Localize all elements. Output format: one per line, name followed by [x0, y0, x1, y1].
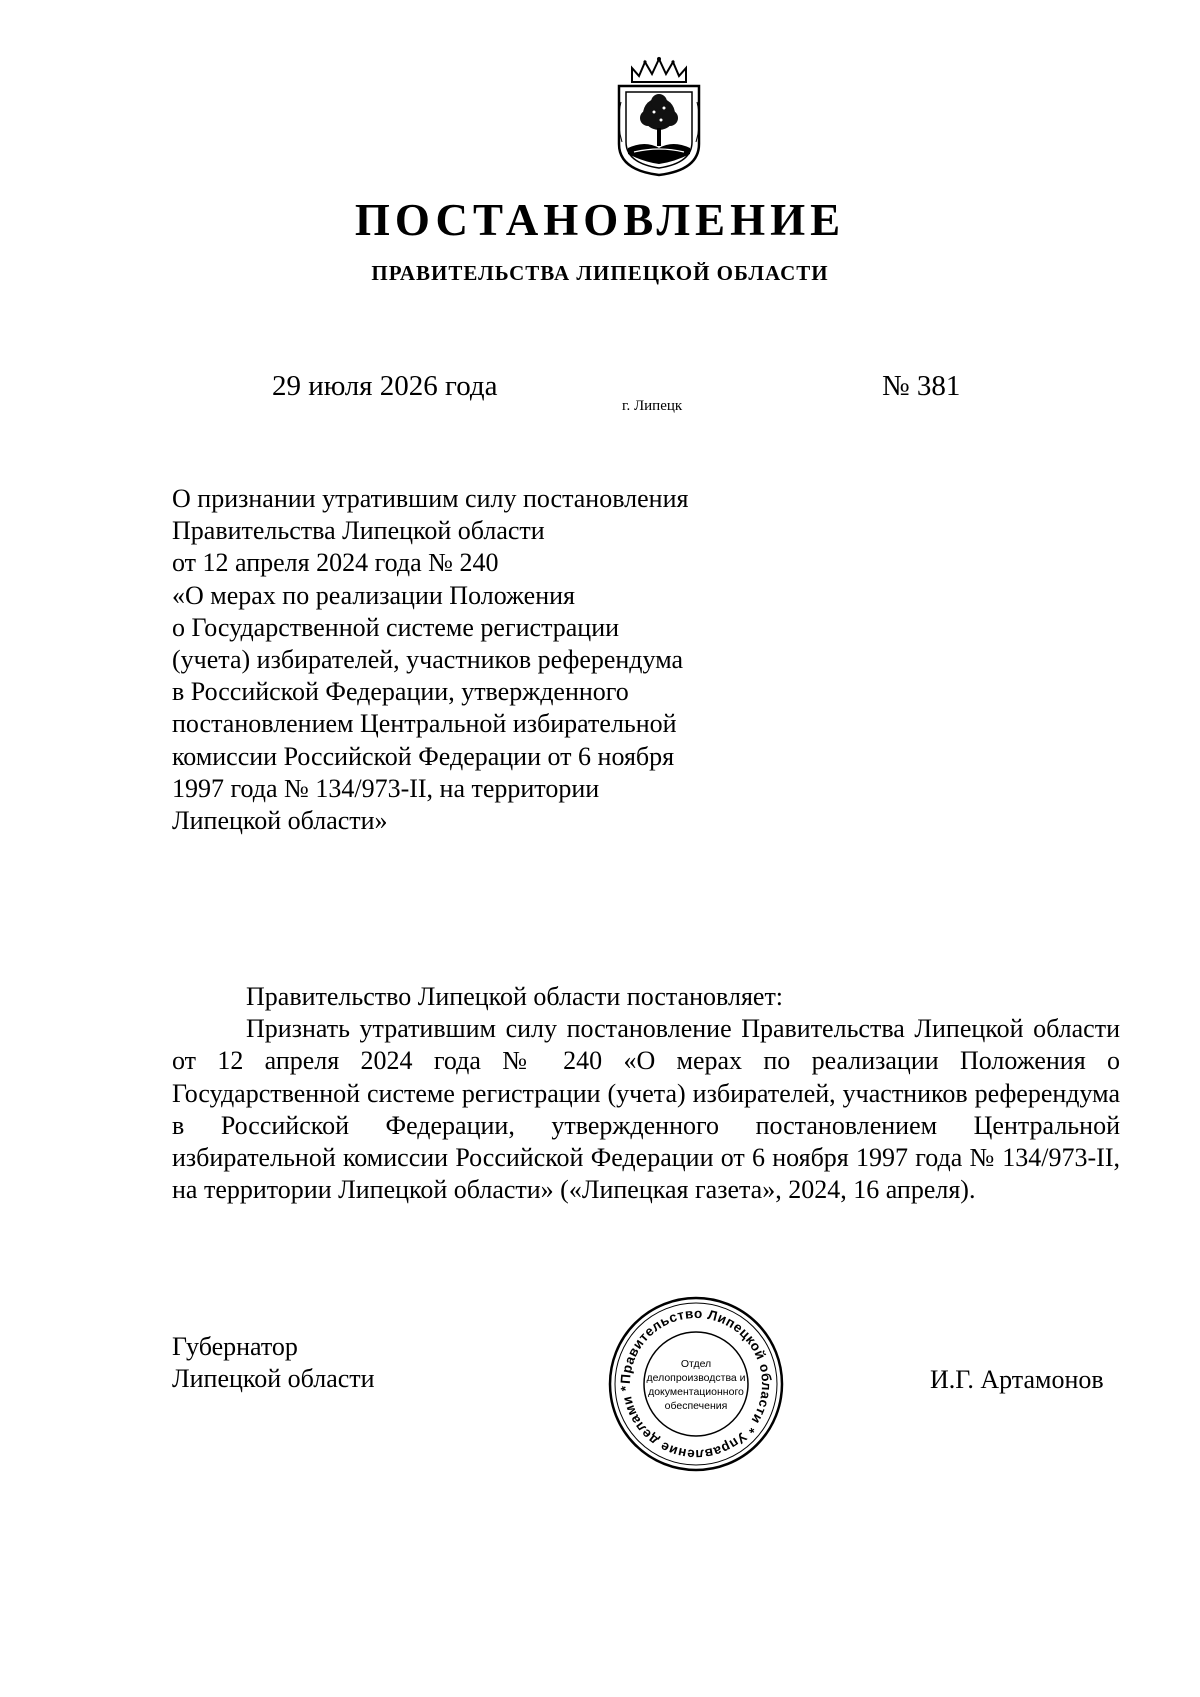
document-number: № 381 — [882, 370, 961, 402]
coat-of-arms-icon — [612, 56, 706, 178]
subject-line: от 12 апреля 2024 года № 240 — [172, 548, 499, 578]
subject-line: о Государственной системе регистрации — [172, 612, 620, 642]
signer-position-line: Липецкой области — [172, 1364, 375, 1394]
subject-line: Липецкой области» — [172, 806, 388, 836]
body-preamble: Правительство Липецкой области постановляет: — [246, 982, 784, 1011]
document-date: 29 июля 2026 года — [272, 370, 498, 402]
document-title: ПОСТАНОВЛЕНИЕ — [354, 195, 846, 245]
stamp-seal-icon — [607, 1295, 785, 1473]
subject-line: «О мерах по реализации Положения — [172, 580, 575, 610]
subject-line: в Российской Федерации, утвержденного — [172, 677, 629, 707]
document-subject — [172, 483, 792, 837]
svg-text:Правительство Липецкой области — [618, 1306, 774, 1462]
official-stamp — [607, 1295, 785, 1473]
signer-name: И.Г. Артамонов — [930, 1365, 1104, 1394]
stamp-inner-line: документационного — [648, 1386, 744, 1398]
stamp-inner-line: Отдел — [680, 1358, 712, 1370]
signer-position-line: Губернатор — [172, 1332, 298, 1361]
stamp-outer-text: Правительство Липецкой области * Управление делами * — [617, 1305, 775, 1463]
subject-line: постановлением Центральной избирательной — [172, 709, 677, 739]
subject-line: О признании утратившим силу постановления — [172, 484, 689, 513]
document-place: г. Липецк — [622, 398, 683, 414]
subject-line: (учета) избирателей, участников референдума — [172, 645, 684, 675]
subject-line: комиссии Российской Федерации от 6 ноября — [172, 741, 675, 771]
subject-line: 1997 года № 134/973-II, на территории — [172, 773, 600, 803]
body-paragraph: Признать утратившим силу постановление Правительства Липецкой области от 12 апреля 2024 года № 240 «О мерах по реализации Положения о Государственной системе регистрации (учета) избирателей, участников референдума в Российской Федерации, утвержденного постановлением Центральной избирательной комиссии Российской Федерации от 6 ноября 1997 года № 134/973-II, на территории Липецкой области» («Липецкая газета», 2024, 16 апреля). — [172, 1014, 1120, 1205]
subject-line: Правительства Липецкой области — [172, 516, 545, 546]
document-body — [172, 981, 1120, 1206]
stamp-inner-line: делопроизводства и — [646, 1372, 746, 1384]
document-subtitle: ПРАВИТЕЛЬСТВА ЛИПЕЦКОЙ ОБЛАСТИ — [371, 261, 829, 285]
stamp-inner-line: обеспечения — [664, 1400, 728, 1412]
signer-position — [172, 1331, 375, 1395]
coat-of-arms-emblem — [612, 56, 706, 178]
